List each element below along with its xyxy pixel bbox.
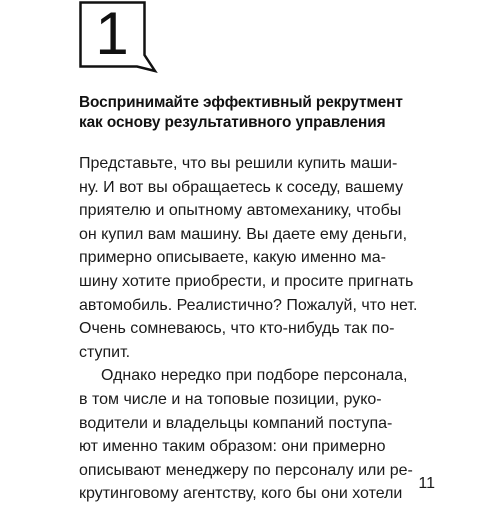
text-line: Очень сомневаюсь, что кто-нибудь так по- [79, 320, 395, 338]
chapter-badge [79, 1, 159, 73]
text-line: ступит. [79, 343, 131, 361]
text-line: крутинговому агентству, кого бы они хотели [79, 485, 403, 503]
text-line: автомобиль. Реалистично? Пожалуй, что нет. [79, 296, 418, 314]
text-line: он купил вам машину. Вы даете ему деньги, [79, 225, 408, 243]
text-line: описывают менеджеру по персоналу или ре- [79, 461, 413, 479]
text-line: примерно описываете, какую именно ма- [79, 249, 386, 267]
body-text [79, 152, 439, 506]
text-line: Представьте, что вы решили купить маши- [79, 155, 398, 172]
heading-line: как основу результативного управления [79, 114, 386, 131]
chapter-number: 1 [95, 0, 129, 67]
text-line: в том числе и на топовые позиции, руко- [79, 390, 382, 408]
text-line: приятелю и опытному автомеханику, чтобы [79, 202, 402, 220]
text-line: ну. И вот вы обращаетесь к соседу, вашему [79, 178, 404, 196]
text-line: водители и владельцы компаний поступа- [79, 414, 393, 432]
text-line: шину хотите приобрести, и просите пригнать [79, 272, 414, 290]
section-heading [79, 93, 439, 133]
heading-line: Воспринимайте эффективный рекрутмент [79, 94, 403, 111]
page-number: 11 [418, 475, 435, 492]
text-line: ют именно таким образом: они примерно [79, 438, 386, 456]
text-line: Однако нередко при подборе персонала, [101, 367, 408, 385]
